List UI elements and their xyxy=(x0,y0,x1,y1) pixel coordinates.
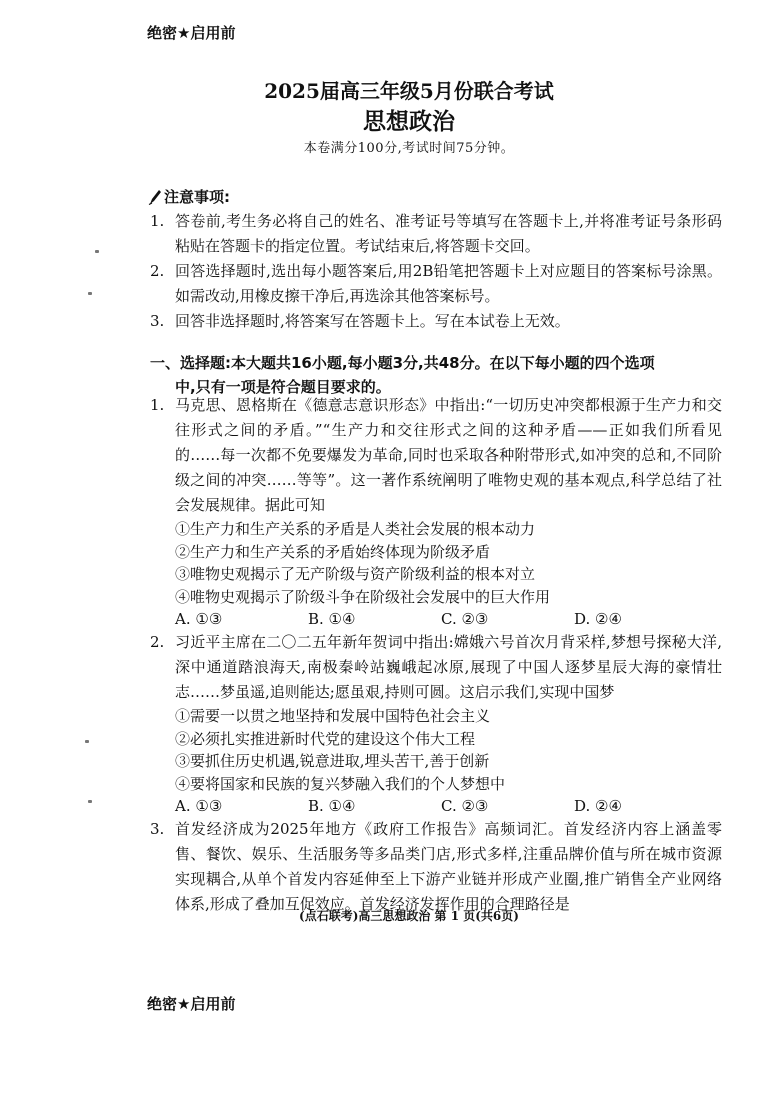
secret-label: 绝密★启用前 xyxy=(147,24,236,42)
choice-b: B. ①④ xyxy=(308,797,356,815)
statement-option: ②必须扎实推进新时代党的建设这个伟大工程 xyxy=(175,729,476,748)
question-number: 3. xyxy=(150,820,165,838)
scan-speck xyxy=(95,250,99,253)
statement-option: ③要抓住历史机遇,锐意进取,埋头苦干,善于创新 xyxy=(175,752,490,770)
answer-choices xyxy=(150,608,722,630)
exam-title: 2025届高三年级5月份联合考试 xyxy=(264,79,554,103)
question-1 xyxy=(150,393,722,630)
next-page-secret-label: 绝密★启用前 xyxy=(147,995,236,1013)
question-stem: 马克思、恩格斯在《德意志意识形态》中指出:“一切历史冲突都根源于生产力和交往形式之间的矛盾。”“生产力和交往形式之间的这种矛盾——正如我们所看见的……每一次都不免要爆发为革命,同时也采取各种附带形式,如冲突的总和,不同阶级之间的冲突……等等”。这一著作系统阐明了唯物史观的基本观点,科学总结了社会发展规律。据此可知 xyxy=(175,396,722,514)
question-stem-row xyxy=(150,393,722,518)
exam-info: 本卷满分100分,考试时间75分钟。 xyxy=(303,141,515,156)
question-stem: 首发经济成为2025年地方《政府工作报告》高频词汇。首发经济内容上涵盖零售、餐饮、娱乐、生活服务等多品类门店,形式多样,注重品牌价值与所在城市资源实现耦合,从单个首发内容延伸至上下游产业链并形成产业圈,推广销售全产业网络体系,形成了叠加互促效应。首发经济发挥作用的合理路径是 xyxy=(175,820,722,913)
notice-list xyxy=(150,209,722,334)
choice-a: A. ①③ xyxy=(175,610,223,628)
notice-item-text: 回答非选择题时,将答案写在答题卡上。写在本试卷上无效。 xyxy=(175,312,570,330)
notice-item-number: 1. xyxy=(150,212,165,230)
section-heading xyxy=(150,351,722,399)
notice-heading xyxy=(148,186,230,207)
statement-option: ④要将国家和民族的复兴梦融入我们的个人梦想中 xyxy=(175,774,506,793)
notice-item-text: 答卷前,考生务必将自己的姓名、准考证号等填写在答题卡上,并将准考证号条形码粘贴在答题卡的指定位置。考试结束后,将答题卡交回。 xyxy=(175,212,722,255)
scan-speck xyxy=(88,292,92,295)
question-stem: 习近平主席在二〇二五年新年贺词中指出:嫦娥六号首次月背采样,梦想号探秘大洋,深中通道踏浪海天,南极秦岭站巍峨起冰原,展现了中国人逐梦星辰大海的豪情壮志……梦虽遥,追则能达;愿虽艰,持则可圆。这启示我们,实现中国梦 xyxy=(175,633,722,701)
notice-item-number: 2. xyxy=(150,262,165,280)
question-number: 2. xyxy=(150,633,165,651)
choice-c: C. ②③ xyxy=(441,797,489,815)
choice-c: C. ②③ xyxy=(441,610,489,628)
question-list xyxy=(150,393,722,917)
question-stem-row xyxy=(150,817,722,917)
page-footer: (点石联考)高三思想政治 第 1 页(共6页) xyxy=(299,909,519,923)
section-heading-line: 一、选择题:本大题共16小题,每小题3分,共48分。在以下每小题的四个选项 xyxy=(150,354,655,372)
notice-item-text: 回答选择题时,选出每小题答案后,用2B铅笔把答题卡上对应题目的答案标号涂黑。如需改动,用橡皮擦干净后,再选涂其他答案标号。 xyxy=(175,262,722,305)
question-number: 1. xyxy=(150,396,165,414)
notice-item-number: 3. xyxy=(150,312,165,330)
question-stem-row xyxy=(150,630,722,705)
notice-item xyxy=(150,259,722,309)
choice-b: B. ①④ xyxy=(308,610,356,628)
scan-speck xyxy=(88,800,92,803)
notice-item xyxy=(150,209,722,259)
statement-option: ①需要一以贯之地坚持和发展中国特色社会主义 xyxy=(175,707,491,725)
pen-icon xyxy=(148,189,162,205)
notice-item xyxy=(150,309,722,334)
section-heading-line: 中,只有一项是符合题目要求的。 xyxy=(175,378,391,396)
scan-speck xyxy=(85,740,89,743)
answer-choices xyxy=(150,795,722,817)
exam-subject: 思想政治 xyxy=(363,109,455,135)
question-2 xyxy=(150,630,722,817)
statement-option: ③唯物史观揭示了无产阶级与资产阶级利益的根本对立 xyxy=(175,565,536,583)
statement-option: ④唯物史观揭示了阶级斗争在阶级社会发展中的巨大作用 xyxy=(175,587,551,606)
statement-option: ②生产力和生产关系的矛盾始终体现为阶级矛盾 xyxy=(175,542,491,561)
notice-heading-text: 注意事项: xyxy=(164,188,230,206)
choice-d: D. ②④ xyxy=(574,610,622,628)
question-3 xyxy=(150,817,722,917)
choice-a: A. ①③ xyxy=(175,797,223,815)
statement-option: ①生产力和生产关系的矛盾是人类社会发展的根本动力 xyxy=(175,520,536,538)
choice-d: D. ②④ xyxy=(574,797,622,815)
